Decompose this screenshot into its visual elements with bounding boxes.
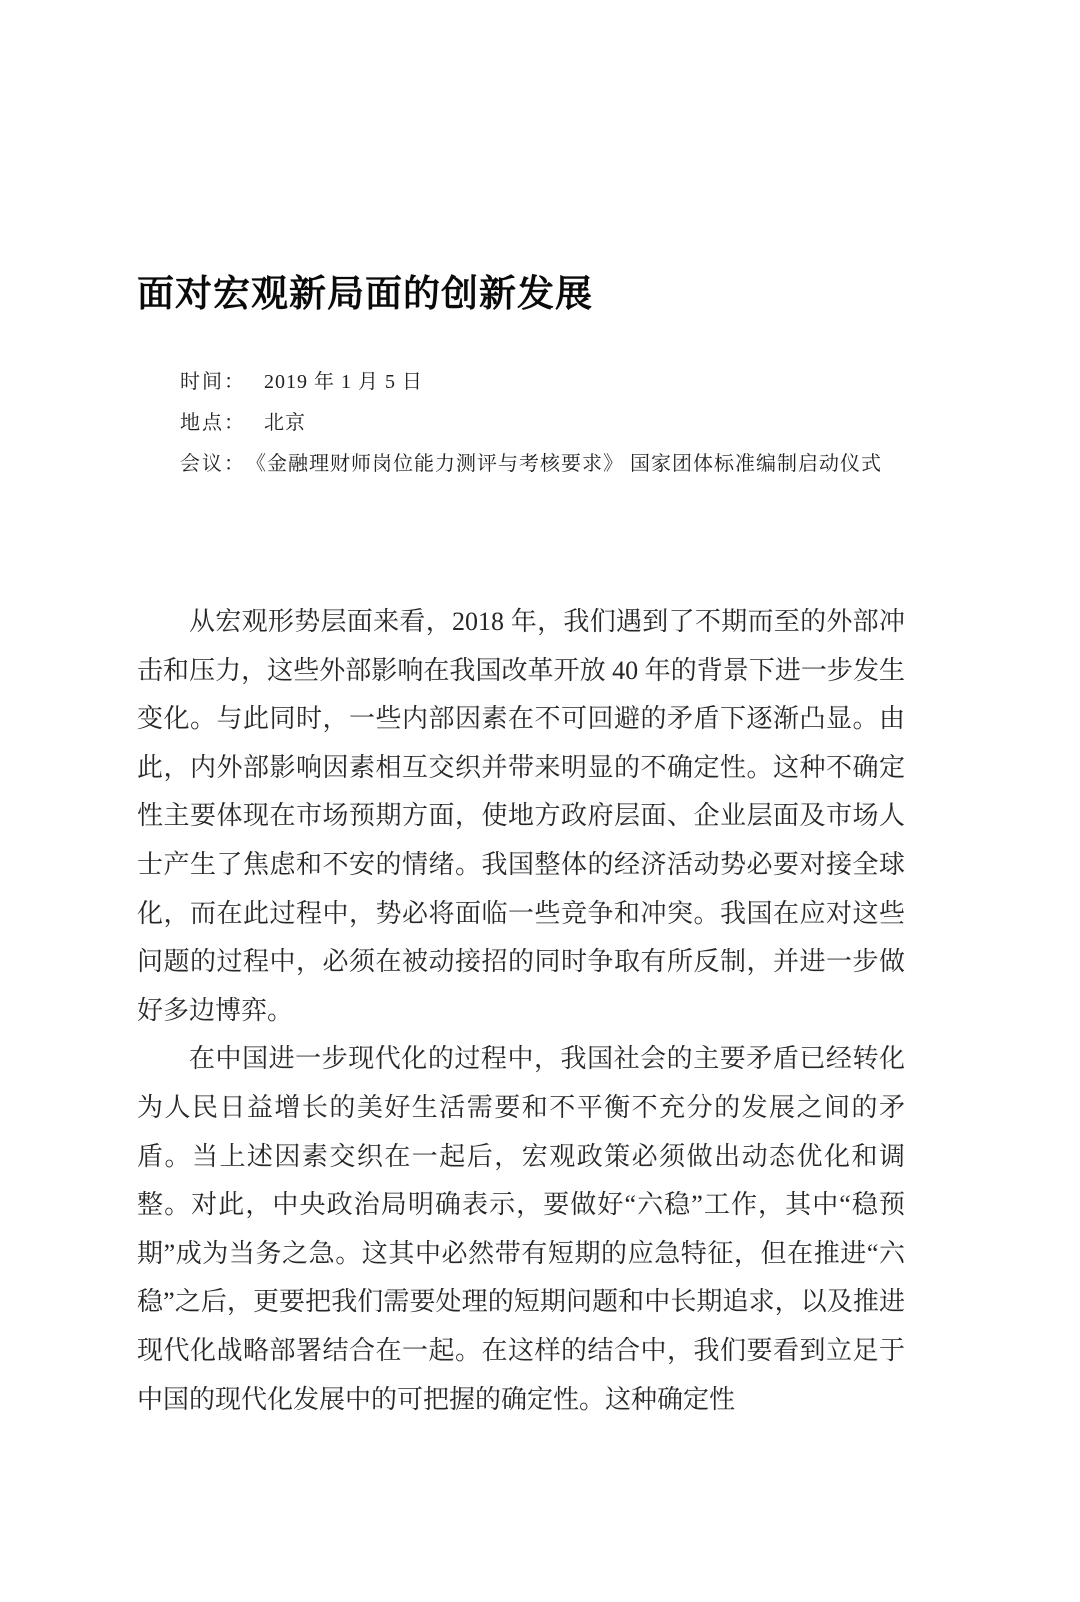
meta-row-place [180,403,882,444]
meta-row-time [180,362,882,403]
meta-place-value: 北京 [264,412,306,434]
meta-time-value: 2019 年 1 月 5 日 [264,371,423,393]
meta-place-label: 地点： [180,412,246,434]
document-title: 面对宏观新局面的创新发展 [137,274,593,315]
meta-time-label: 时间： [180,371,246,393]
meta-row-conference [180,444,882,485]
meta-conference-label: 会议： [180,453,246,475]
document-body [137,598,905,1424]
meta-conference-value: 《金融理财师岗位能力测评与考核要求》 国家团体标准编制启动仪式 [246,453,882,475]
body-paragraph-2: 在中国进一步现代化的过程中，我国社会的主要矛盾已经转化为人民日益增长的美好生活需要和不平衡不充分的发展之间的矛盾。当上述因素交织在一起后，宏观政策必须做出动态优化和调整。对此，中央政治局明确表示，要做好“六稳”工作，其中“稳预期”成为当务之急。这其中必然带有短期的应急特征，但在推进“六稳”之后，更要把我们需要处理的短期问题和中长期追求，以及推进现代化战略部署结合在一起。在这样的结合中，我们要看到立足于中国的现代化发展中的可把握的确定性。这种确定性 [137,1044,905,1414]
body-paragraph-1: 从宏观形势层面来看，2018 年，我们遇到了不期而至的外部冲击和压力，这些外部影响在我国改革开放 40 年的背景下进一步发生变化。与此同时，一些内部因素在不可回避的矛盾下逐渐凸显。由此，内外部影响因素相互交织并带来明显的不确定性。这种不确定性主要体现在市场预期方面，使地方政府层面、企业层面及市场人士产生了焦虑和不安的情绪。我国整体的经济活动势必要对接全球化，而在此过程中，势必将面临一些竞争和冲突。我国在应对这些问题的过程中，必须在被动接招的同时争取有所反制，并进一步做好多边博弈。 [137,607,905,1025]
meta-block [180,362,882,485]
